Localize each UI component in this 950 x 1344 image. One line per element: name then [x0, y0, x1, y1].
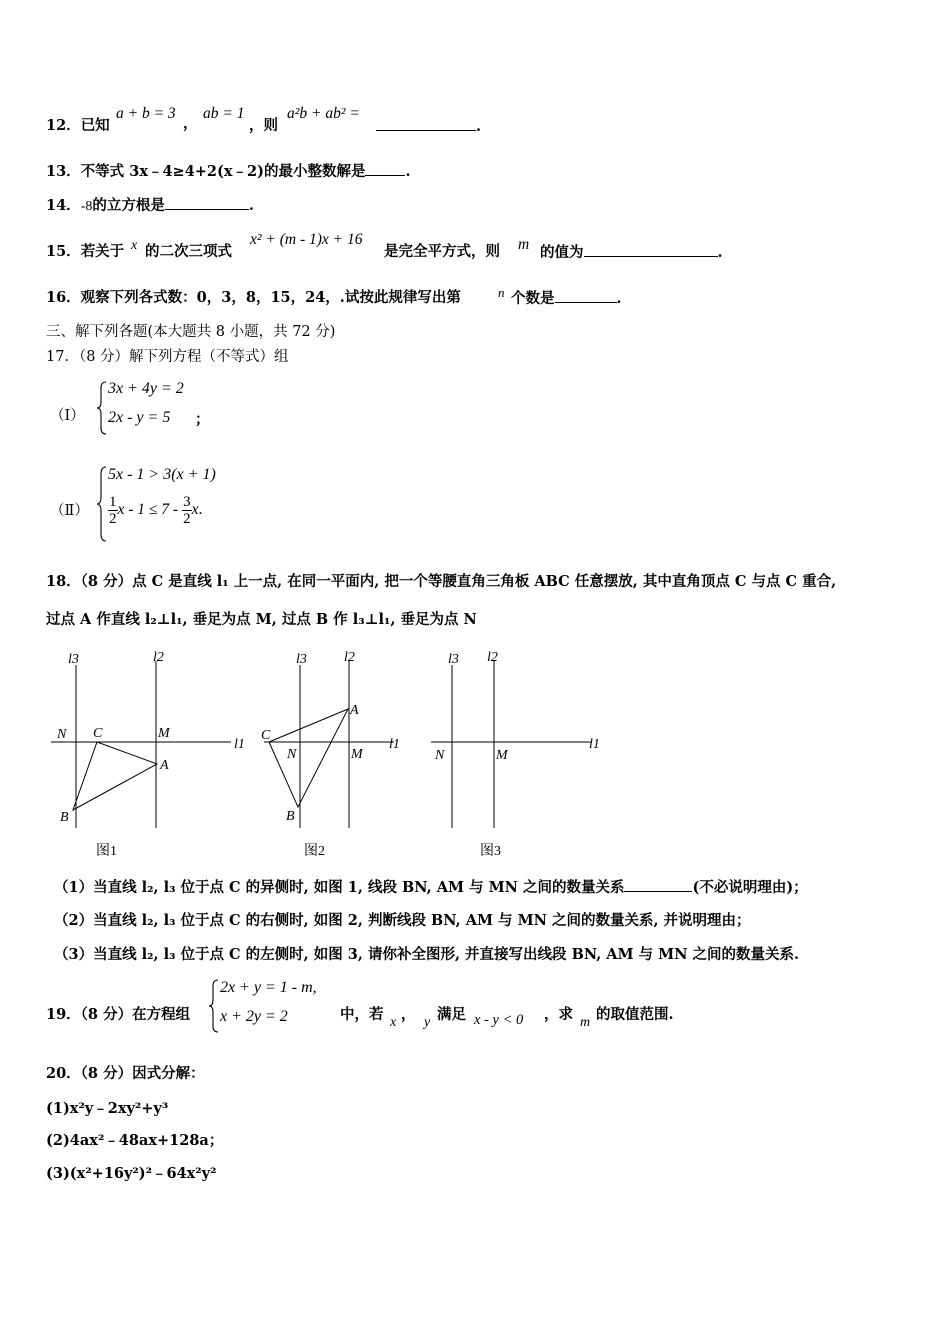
q15-num: 15．	[46, 243, 81, 260]
q15	[46, 242, 124, 262]
fig2-A: A	[350, 703, 359, 718]
q16-var: n	[498, 285, 505, 300]
q19-ask: ，求	[544, 1006, 573, 1023]
q20-item-1: (1)x²y﹣2xy²+y³	[46, 1100, 169, 1117]
q15-var: x	[131, 238, 138, 253]
q19-eq1: 2x + y = 1 - m,	[220, 979, 317, 996]
q14-val: -8	[80, 199, 93, 214]
fig1-B: B	[60, 810, 69, 825]
fig2-C: C	[261, 728, 271, 743]
q12-answer-blank[interactable]	[376, 116, 476, 131]
fig1-l3: l3	[68, 652, 79, 667]
q16-end: .	[616, 290, 622, 307]
q19-cond: x - y < 0	[474, 1012, 524, 1028]
q19-vy: y	[424, 1015, 431, 1030]
q20-item-2: (2)4ax²﹣48ax+128a；	[46, 1132, 224, 1149]
q14-num: 14．	[46, 197, 81, 214]
q19-vx: x	[390, 1015, 397, 1030]
q14-answer-blank[interactable]	[165, 195, 249, 210]
q15-var2: m	[518, 236, 530, 253]
fig3-M: M	[496, 748, 508, 763]
fig2-M: M	[351, 747, 363, 762]
q15-expr: x² + (m - 1)x + 16	[250, 231, 363, 248]
q17-p1-end: ；	[195, 411, 210, 428]
q12-expr: a²b + ab² =	[287, 105, 360, 122]
q17-p2-eq1: 5x - 1 > 3(x + 1)	[108, 466, 216, 483]
q18-s2: （2）当直线 l₂, l₃ 位于点 C 的右侧时, 如图 2, 判断线段 BN, AM 与 MN 之间的数量关系, 并说明理由；	[54, 912, 751, 929]
fig2-l2: l2	[344, 650, 355, 665]
q18-s3: （3）当直线 l₂, l₃ 位于点 C 的左侧时, 如图 3, 请你补全图形, 并直接写出线段 BN, AM 与 MN 之间的数量关系.	[54, 946, 800, 963]
fig1-l1: l1	[234, 737, 245, 752]
figure-3	[426, 643, 606, 863]
fig1-A: A	[160, 758, 169, 773]
q15-mid: 的二次三项式	[145, 243, 232, 260]
figure-1	[46, 643, 256, 863]
fig2-B: B	[286, 809, 295, 824]
q17-title: 17．（8 分）解下列方程（不等式）组	[46, 349, 289, 365]
fig2-N: N	[287, 747, 297, 762]
q12-eq1: a + b = 3	[116, 105, 176, 122]
q15-post: 是完全平方式，则	[384, 243, 500, 260]
q15-end: .	[717, 244, 723, 261]
q13-answer-blank[interactable]	[365, 161, 405, 176]
fraction-one-half: $\frac{1}{2}$	[109, 494, 117, 527]
q19-vm: m	[580, 1015, 591, 1030]
q15-tail: 的值为	[540, 244, 584, 261]
q17-p2-label: （Ⅱ）	[50, 503, 89, 519]
fig3-caption: 图3	[480, 844, 501, 859]
q16-text: 16．观察下列各式数：0，3，8，15，24，.试按此规律写出第	[46, 289, 461, 306]
q19-sat: 满足	[437, 1006, 466, 1023]
fig1-l2: l2	[153, 650, 164, 665]
q19-brace	[208, 978, 220, 1034]
q12-eq2: ab = 1	[203, 105, 245, 122]
q18-line1: 18．（8 分）点 C 是直线 l₁ 上一点, 在同一平面内, 把一个等腰直角三角板 ABC 任意摆放, 其中直角顶点 C 与点 C 重合,	[46, 573, 837, 590]
q14	[46, 195, 254, 217]
q12-sep2: ，则	[249, 117, 278, 134]
q15-pre: 若关于	[80, 243, 125, 260]
fig3-l1: l1	[589, 737, 600, 752]
q12-pre: 已知	[80, 117, 110, 134]
q12-num: 12．	[46, 117, 81, 134]
fig3-l3: l3	[448, 652, 459, 667]
fraction-three-halves: $\frac{3}{2}$	[183, 494, 191, 527]
fig3-N: N	[435, 748, 445, 763]
q18-line2: 过点 A 作直线 l₂⊥l₁, 垂足为点 M, 过点 B 作 l₃⊥l₁, 垂足为点 N	[46, 611, 477, 628]
q16-answer-blank[interactable]	[555, 288, 617, 303]
q13-text: 13．不等式 3x﹣4≥4+2(x﹣2)的最小整数解是	[46, 163, 366, 180]
fig2-l3: l3	[296, 652, 307, 667]
fig2-l1: l1	[389, 737, 400, 752]
q18-s1-answer-blank[interactable]	[624, 877, 692, 892]
q17-p1-label: （Ⅰ）	[50, 408, 85, 424]
q19-mid: 中，若	[340, 1006, 384, 1023]
fig3-l2: l2	[487, 650, 498, 665]
q19-tail: 的取值范围.	[596, 1006, 674, 1023]
q15-answer-blank[interactable]	[584, 242, 718, 257]
q13	[46, 161, 411, 182]
q14-end: .	[248, 197, 254, 214]
q17-p1-eq1: 3x + 4y = 2	[108, 380, 184, 397]
fig1-N: N	[57, 727, 67, 742]
fig1-caption: 图1	[96, 844, 117, 859]
q16	[46, 288, 461, 308]
q18-s1: （1）当直线 l₂, l₃ 位于点 C 的异侧时, 如图 1, 线段 BN, AM 与 MN 之间的数量关系 (不必说明理由)；	[54, 879, 808, 896]
q19-comma: ，	[401, 1006, 416, 1023]
q13-end: .	[405, 163, 411, 180]
q17-p2-brace	[96, 465, 108, 543]
q12-end: .	[476, 118, 482, 135]
q12	[46, 116, 110, 136]
q12-sep1: ，	[183, 115, 198, 132]
figure-2	[256, 643, 406, 863]
fig1-M: M	[158, 726, 170, 741]
q14-text: 的立方根是	[92, 197, 165, 214]
q17-p1-eq2: 2x - y = 5	[108, 409, 171, 426]
q20-item-3: (3)(x²+16y²)²﹣64x²y²	[46, 1165, 217, 1182]
q19-num: 19．（8 分）在方程组	[46, 1006, 191, 1023]
section-3-title: 三、解下列各题(本大题共 8 小题，共 72 分)	[46, 324, 336, 340]
q20-title: 20．（8 分）因式分解：	[46, 1065, 205, 1082]
q17-p1-brace	[96, 380, 108, 436]
fig1-C: C	[93, 726, 103, 741]
q19-eq2: x + 2y = 2	[220, 1008, 288, 1025]
q17-p2-eq2: $\frac{1}{2}$ x - 1 ≤ 7 - $\frac{3}{2}$ x.	[109, 494, 203, 527]
q16-tail: 个数是	[511, 290, 555, 307]
fig2-caption: 图2	[304, 844, 325, 859]
